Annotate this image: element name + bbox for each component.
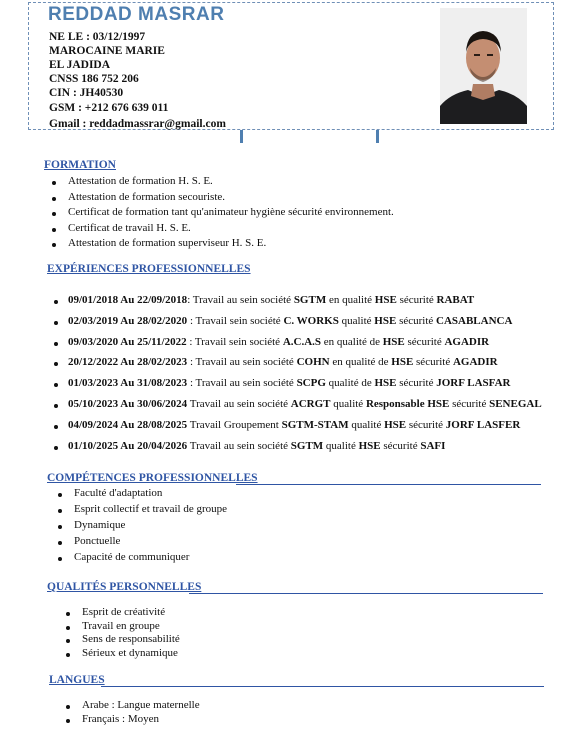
langue-item: Français : Moyen (82, 713, 200, 727)
section-title-langues: LANGUES (49, 674, 105, 686)
experience-text: sécurité (396, 294, 437, 306)
competence-item: Esprit collectif et travail de groupe (74, 503, 227, 519)
formation-item: Certificat de travail H. S. E. (68, 222, 394, 238)
section-title-experiences: EXPÉRIENCES PROFESSIONNELLES (47, 263, 251, 275)
experience-emphasis: RABAT (436, 294, 475, 306)
experience-emphasis: 09/03/2020 Au 25/11/2022 (68, 335, 187, 348)
experience-emphasis: HSE (374, 314, 397, 327)
experience-emphasis: AGADIR (452, 356, 498, 369)
experience-text: Travail au sein société (187, 397, 291, 410)
experience-emphasis: JORF LASFAR (436, 377, 511, 390)
competence-item: Capacité de communiquer (74, 551, 227, 567)
nationality-status: MAROCAINE MARIE (49, 45, 165, 57)
experience-emphasis: ACRGT (290, 397, 331, 410)
langue-item: Arabe : Langue maternelle (82, 699, 200, 711)
experience-item (68, 398, 542, 419)
experience-item (68, 336, 542, 357)
birth-date: NE LE : 03/12/1997 (49, 31, 146, 43)
divider-tick-left (240, 130, 243, 143)
experience-text: qualité (338, 314, 375, 327)
experience-emphasis: SGTM (290, 439, 324, 452)
experience-emphasis: 02/03/2019 Au 28/02/2020 (68, 314, 188, 327)
experience-emphasis: SENEGAL (489, 397, 542, 410)
experience-text: sécurité (404, 335, 445, 348)
experience-item (68, 419, 542, 440)
experience-text: qualité (330, 397, 366, 410)
experience-text: : Travail sein société (187, 314, 284, 327)
profile-photo (440, 8, 527, 124)
competences-list (74, 487, 227, 567)
experience-text: en qualité de (321, 335, 383, 348)
experience-text: sécurité (396, 314, 437, 327)
section-rule (236, 484, 541, 485)
section-title-qualites: QUALITÉS PERSONNELLES (47, 581, 202, 593)
experience-text: Travail au sein société (187, 439, 291, 452)
experience-emphasis: SCPG (296, 377, 326, 390)
experience-emphasis: SGTM-STAM (281, 418, 349, 431)
experience-emphasis: SAFI (420, 439, 446, 452)
qualite-item: Sérieux et dynamique (82, 646, 178, 659)
experience-text: sécurité (406, 418, 446, 431)
experience-emphasis: 01/03/2023 Au 31/08/2023 (68, 377, 188, 390)
formation-item: Attestation de formation superviseur H. S. E. (68, 237, 394, 253)
experience-emphasis: JORF LASFER (445, 418, 521, 431)
experience-emphasis: 01/10/2025 Au 20/04/2026 (68, 439, 188, 452)
section-title-formation: FORMATION (44, 159, 116, 171)
experience-emphasis: HSE (384, 418, 407, 431)
competence-item: Ponctuelle (74, 535, 227, 551)
experience-emphasis: Responsable HSE (365, 397, 450, 410)
formation-item: Certificat de formation tant qu'animateur hygiène sécurité environnement. (68, 206, 394, 222)
experience-emphasis: 09/01/2018 Au 22/09/2018 (68, 294, 188, 306)
experience-text: : Travail au sein société (187, 294, 294, 306)
qualite-item: Travail en groupe (82, 620, 180, 634)
experience-emphasis: 20/12/2022 Au 28/02/2023 (68, 356, 188, 369)
phone-number: GSM : +212 676 639 011 (49, 102, 169, 114)
divider-tick-right (376, 130, 379, 143)
cnss-number: CNSS 186 752 206 (49, 73, 139, 85)
experience-emphasis: C. WORKS (283, 314, 339, 327)
formation-item: Attestation de formation H. S. E. (68, 175, 394, 191)
experience-text: en qualité (326, 294, 375, 306)
cin-number: CIN : JH40530 (49, 87, 124, 99)
qualite-item: Esprit de créativité (82, 606, 180, 620)
experience-emphasis: HSE (382, 335, 405, 348)
experience-text: : Travail au sein société (187, 377, 297, 390)
experience-text: qualité (348, 418, 385, 431)
qualites-list (82, 606, 180, 660)
experience-emphasis: HSE (374, 294, 397, 306)
experience-emphasis: 04/09/2024 Au 28/08/2025 (68, 418, 188, 431)
langues-list (82, 699, 200, 726)
formation-list (68, 175, 394, 253)
experience-text: : Travail sein société (186, 335, 283, 348)
experience-emphasis: HSE (391, 356, 414, 369)
email-address: Gmail : reddadmassrar@gmail.com (49, 118, 226, 130)
experience-emphasis: AGADIR (444, 335, 490, 348)
experience-emphasis: COHN (296, 356, 330, 369)
experience-emphasis: CASABLANCA (436, 314, 513, 327)
city: EL JADIDA (49, 59, 111, 71)
experience-text: qualité (323, 439, 359, 452)
experience-text: sécurité (449, 397, 490, 410)
competence-item: Dynamique (74, 519, 227, 535)
experience-emphasis: HSE (358, 439, 381, 452)
experience-text: en qualité de (329, 356, 392, 369)
section-title-competences: COMPÉTENCES PROFESSIONNELLES (47, 472, 258, 484)
candidate-name: REDDAD MASRAR (48, 4, 225, 25)
experience-text: qualité de (325, 377, 375, 390)
experience-item (68, 377, 542, 398)
experience-text: : Travail au sein société (187, 356, 297, 369)
qualite-item: Sens de responsabilité (82, 633, 180, 645)
experience-emphasis: 05/10/2023 Au 30/06/2024 (68, 397, 188, 410)
experience-emphasis: SGTM (293, 294, 327, 306)
experience-text: sécurité (413, 356, 453, 369)
experience-emphasis: HSE (374, 377, 397, 390)
experience-text: Travail Groupement (187, 418, 282, 431)
experience-item (68, 356, 542, 377)
experience-item (68, 315, 542, 336)
formation-item: Attestation de formation secouriste. (68, 191, 394, 207)
competence-item: Faculté d'adaptation (74, 487, 227, 503)
experience-emphasis: A.C.A.S (282, 335, 322, 348)
section-rule (189, 593, 543, 594)
experience-item (68, 440, 542, 461)
experience-text: sécurité (380, 439, 421, 452)
experience-item (68, 294, 542, 315)
experience-text: sécurité (396, 377, 437, 390)
experience-list (68, 294, 542, 460)
section-rule (101, 686, 544, 687)
